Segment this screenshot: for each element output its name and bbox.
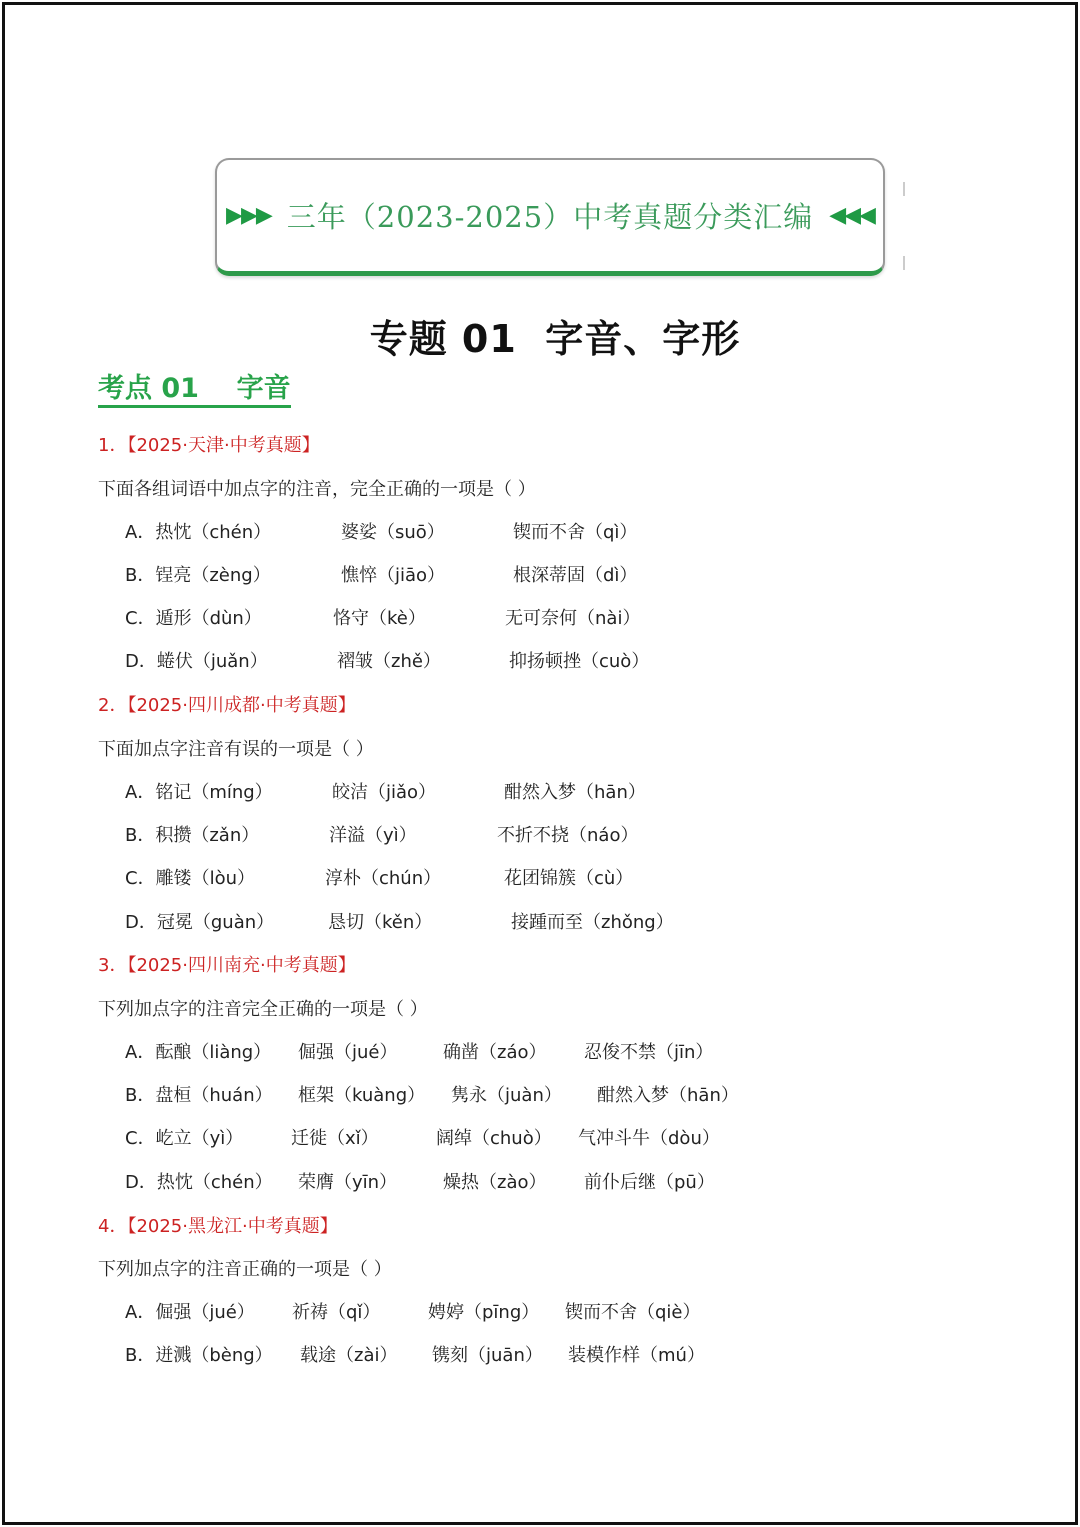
question-3-option-b-word4: 酣然入梦（hān）: [597, 1085, 739, 1106]
page-title: 专题 01 字音、字形: [369, 317, 741, 361]
question-3-option-a-word2: 倔强（jué）: [298, 1042, 398, 1063]
question-3-option-a: A．酝酿（liàng）: [125, 1042, 272, 1063]
question-4-option-a-word4: 锲而不舍（qiè）: [565, 1302, 701, 1323]
question-1-text: 下面各组词语中加点字的注音，完全正确的一项是（ ）: [98, 479, 536, 500]
question-3-option-c-word4: 气冲斗牛（dòu）: [578, 1128, 720, 1149]
question-1-source: 1．【2025·天津·中考真题】: [98, 435, 320, 456]
banner-tick-mark: [903, 182, 905, 196]
left-arrows-icon: ◀◀◀: [829, 203, 874, 228]
question-4-option-a-word2: 祈祷（qǐ）: [292, 1302, 381, 1323]
question-3-option-c: C．屹立（yì）: [125, 1128, 244, 1149]
question-3-option-d-word2: 荣膺（yīn）: [298, 1172, 398, 1193]
question-2-option-d: D．冠冕（guàn）: [125, 912, 275, 933]
banner-title: 三年（2023-2025）中考真题分类汇编: [286, 200, 814, 234]
question-2-option-c-word3: 花团锦簇（cù）: [504, 868, 634, 889]
question-4-option-a-word3: 娉婷（pīng）: [428, 1302, 540, 1323]
question-1-option-c: C．遁形（dùn）: [125, 608, 262, 629]
question-3-option-d-word4: 前仆后继（pū）: [584, 1172, 715, 1193]
question-1-option-c-word2: 恪守（kè）: [333, 608, 426, 629]
question-2-option-c: C．雕镂（lòu）: [125, 868, 255, 889]
question-4-option-b: B．迸溅（bèng）: [125, 1345, 273, 1366]
question-2-text: 下面加点字注音有误的一项是（ ）: [98, 739, 374, 760]
question-4-source: 4．【2025·黑龙江·中考真题】: [98, 1216, 338, 1237]
question-3-option-d: D．热忱（chén）: [125, 1172, 273, 1193]
section-title: 考点 01 字音: [98, 374, 291, 408]
question-1-option-d: D．蜷伏（juǎn）: [125, 651, 268, 672]
question-1-option-d-word3: 抑扬顿挫（cuò）: [509, 651, 650, 672]
question-4-option-b-word4: 装模作样（mú）: [568, 1345, 705, 1366]
question-1-option-d-word2: 褶皱（zhě）: [337, 651, 441, 672]
question-3-source: 3．【2025·四川南充·中考真题】: [98, 955, 356, 976]
question-2-option-a-word3: 酣然入梦（hān）: [504, 782, 646, 803]
question-2-option-b-word3: 不折不挠（náo）: [497, 825, 639, 846]
question-4-option-b-word2: 载途（zài）: [300, 1345, 398, 1366]
question-1-option-b-word3: 根深蒂固（dì）: [513, 565, 638, 586]
question-2-option-d-word3: 接踵而至（zhǒng）: [511, 912, 674, 933]
question-3-text: 下列加点字的注音完全正确的一项是（ ）: [98, 999, 428, 1020]
question-1-option-a: A．热忱（chén）: [125, 522, 272, 543]
question-2-option-a-word2: 皎洁（jiǎo）: [332, 782, 437, 803]
question-4-option-b-word3: 镌刻（juān）: [432, 1345, 543, 1366]
question-2-option-b: B．积攒（zǎn）: [125, 825, 260, 846]
question-3-option-b-word2: 框架（kuàng）: [298, 1085, 426, 1106]
question-3-option-a-word3: 确凿（záo）: [443, 1042, 547, 1063]
question-1-option-b-word2: 憔悴（jiāo）: [341, 565, 446, 586]
question-3-option-d-word3: 燥热（zào）: [443, 1172, 547, 1193]
question-2-option-c-word2: 淳朴（chún）: [325, 868, 442, 889]
question-3-option-b: B．盘桓（huán）: [125, 1085, 273, 1106]
question-3-option-a-word4: 忍俊不禁（jīn）: [584, 1042, 714, 1063]
header-banner: [215, 158, 885, 276]
question-4-text: 下列加点字的注音正确的一项是（ ）: [98, 1259, 392, 1280]
question-1-option-a-word2: 婆娑（suō）: [341, 522, 445, 543]
question-2-option-b-word2: 洋溢（yì）: [329, 825, 417, 846]
question-1-option-b: B．锃亮（zèng）: [125, 565, 271, 586]
banner-tick-mark: [903, 256, 905, 270]
right-arrows-icon: ▶▶▶: [226, 203, 271, 228]
question-3-option-c-word2: 迁徙（xǐ）: [291, 1128, 379, 1149]
question-3-option-c-word3: 阔绰（chuò）: [436, 1128, 552, 1149]
question-2-option-d-word2: 恳切（kěn）: [328, 912, 433, 933]
question-1-option-a-word3: 锲而不舍（qì）: [513, 522, 638, 543]
question-3-option-b-word3: 隽永（juàn）: [451, 1085, 562, 1106]
question-2-source: 2．【2025·四川成都·中考真题】: [98, 695, 356, 716]
question-4-option-a: A．倔强（jué）: [125, 1302, 255, 1323]
question-2-option-a: A．铭记（míng）: [125, 782, 273, 803]
question-1-option-c-word3: 无可奈何（nài）: [505, 608, 641, 629]
